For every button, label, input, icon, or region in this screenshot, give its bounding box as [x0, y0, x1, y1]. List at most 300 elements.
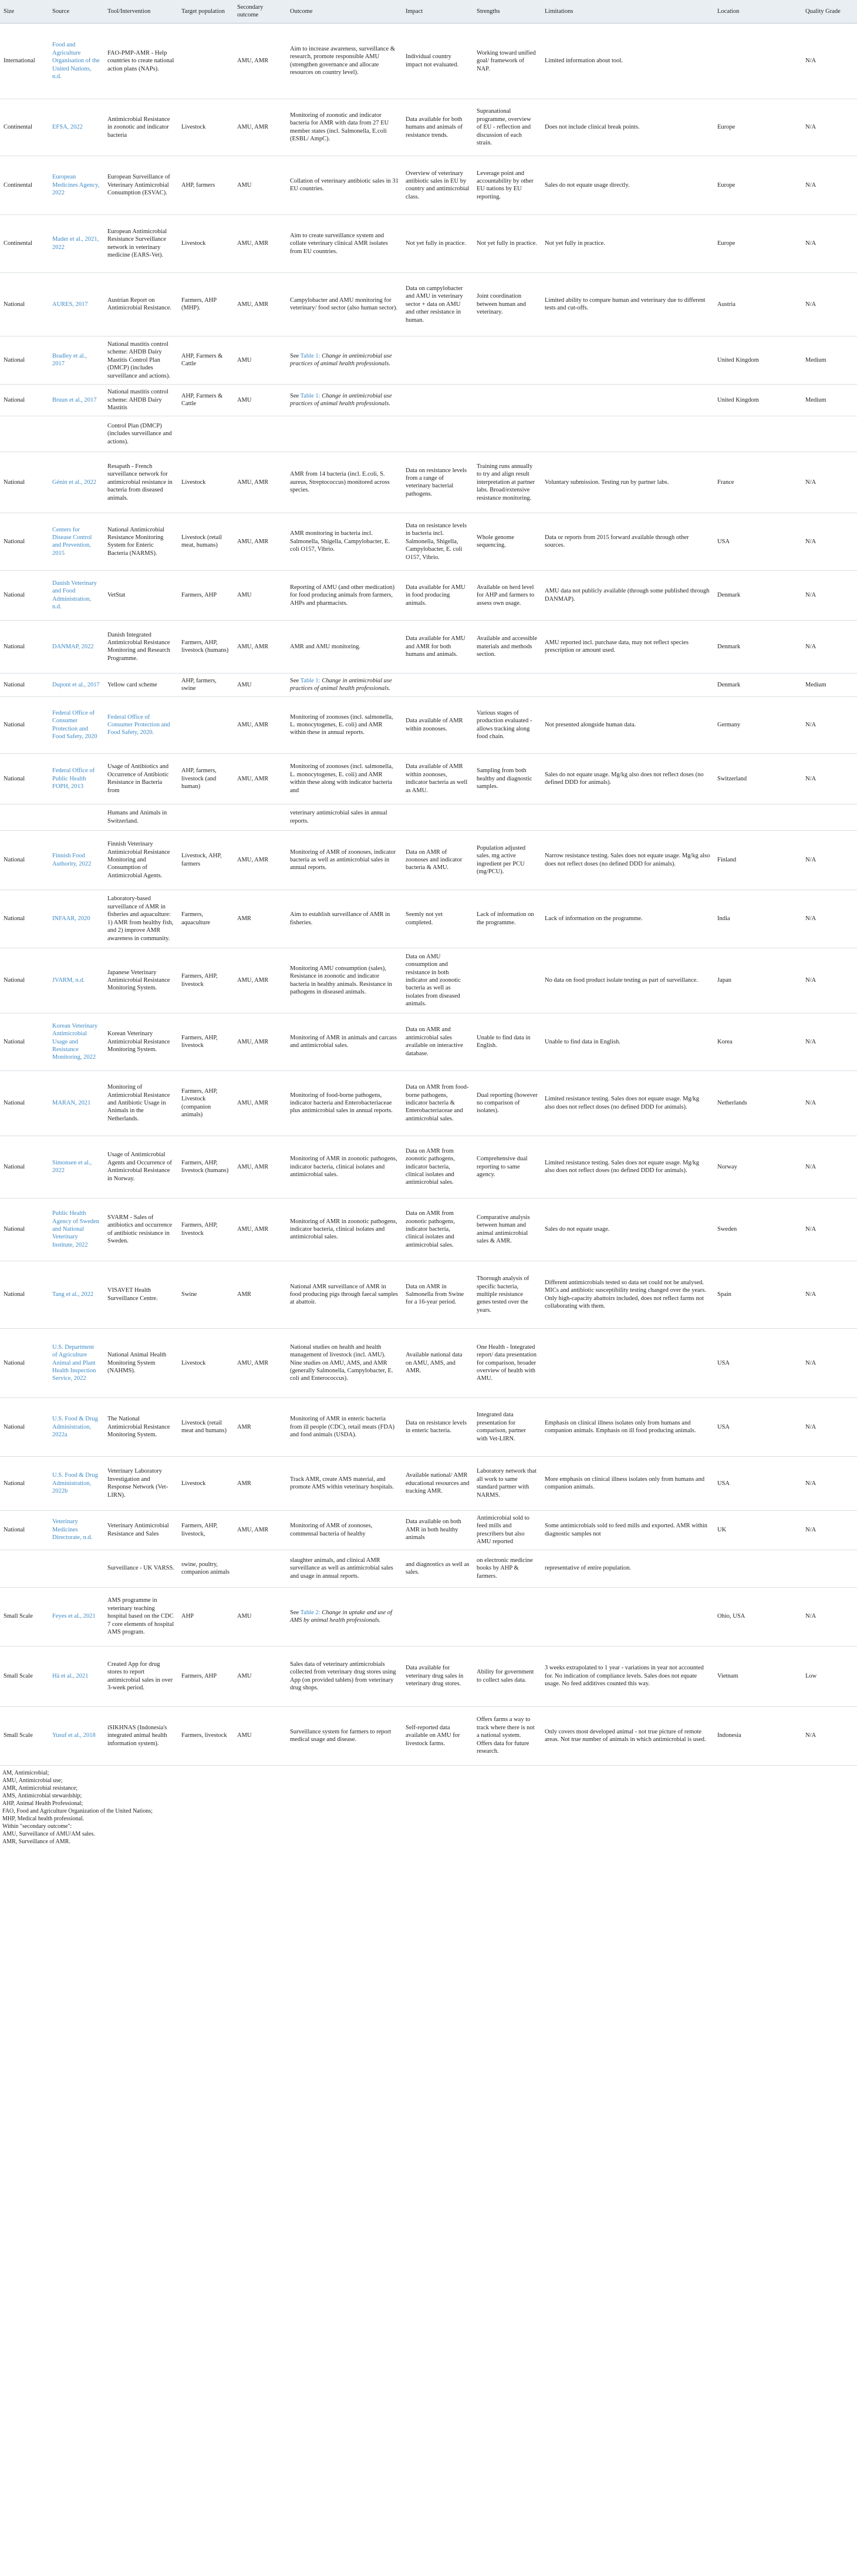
cell-tool: Yellow card scheme: [104, 673, 178, 696]
cell-outcome: National AMR surveillance of AMR in food producing pigs through faecal samples at abattoir.: [286, 1261, 402, 1328]
table-header-row: [0, 0, 857, 23]
cell-size: National: [0, 1456, 49, 1510]
cell-secondary: AMU, AMR: [234, 1070, 286, 1136]
cell-grade: N/A: [802, 890, 857, 948]
cell-secondary: AMU, AMR: [234, 1198, 286, 1261]
cell-tool[interactable]: Federal Office of Consumer Protection and Food Safety, 2020.: [104, 696, 178, 753]
cell-strengths: Joint coordination between human and veterinary.: [473, 272, 541, 336]
cell-grade: [802, 804, 857, 830]
table-row: [0, 620, 857, 673]
cell-location: UK: [714, 1510, 802, 1550]
cell-strengths: Leverage point and accountability by other EU nations by EU reporting.: [473, 156, 541, 214]
cell-location: Europe: [714, 156, 802, 214]
cell-size: National: [0, 570, 49, 620]
cell-size: National: [0, 753, 49, 804]
cell-location: Switzerland: [714, 753, 802, 804]
cell-limitations: Limited ability to compare human and veterinary due to different tests and cut-offs.: [541, 272, 714, 336]
outcome-see: See: [290, 352, 299, 359]
cell-target: Farmers, aquaculture: [178, 890, 234, 948]
table-row: [0, 1706, 857, 1765]
cell-source[interactable]: Centers for Disease Control and Prevention, 2015: [49, 513, 104, 570]
cell-impact: Data on AMR of zoonoses and indicator bacteria & AMU.: [402, 830, 473, 890]
cell-source[interactable]: MARAN, 2021: [49, 1070, 104, 1136]
cell-source[interactable]: Dupont et al., 2017: [49, 673, 104, 696]
column-header: Impact: [402, 0, 473, 23]
cell-target: Livestock (retail meat, humans): [178, 513, 234, 570]
cell-source[interactable]: Finnish Food Authority, 2022: [49, 830, 104, 890]
cell-source[interactable]: DANMAP, 2022: [49, 620, 104, 673]
cell-limitations: [541, 1587, 714, 1646]
cell-strengths: [473, 1587, 541, 1646]
cell-secondary: AMU, AMR: [234, 513, 286, 570]
footnote-line: AMR, Surveillance of AMR.: [2, 1838, 70, 1845]
cell-tool: SVARM - Sales of antibiotics and occurrence of antibiotic resistance in Sweden.: [104, 1198, 178, 1261]
cell-limitations: Different antimicrobials tested so data set could not be analysed. MICs and antibiotic susceptibility testing changed over the years. Only high-capacity abattoirs included, does not reflect farms not collaborating with them.: [541, 1261, 714, 1328]
cell-target: Livestock: [178, 1328, 234, 1398]
cell-secondary: AMU: [234, 673, 286, 696]
cell-impact: Seemly not yet completed.: [402, 890, 473, 948]
cell-tool: Veterinary Laboratory Investigation and Response Network (Vet-LIRN).: [104, 1456, 178, 1510]
cell-source[interactable]: European Medicines Agency, 2022: [49, 156, 104, 214]
cell-source[interactable]: Mader et al., 2021, 2022: [49, 214, 104, 272]
table-row: [0, 1136, 857, 1198]
cell-strengths: Various stages of production evaluated - allows tracking along food chain.: [473, 696, 541, 753]
table-row: [0, 753, 857, 804]
cell-source[interactable]: Bradley et al., 2017: [49, 336, 104, 384]
cell-source[interactable]: U.S. Food & Drug Administration, 2022b: [49, 1456, 104, 1510]
cell-impact: Data on campylobacter and AMU in veterinary sector + data on AMU and other resistance in human.: [402, 272, 473, 336]
table-row: [0, 336, 857, 384]
cell-strengths: Not yet fully in practice.: [473, 214, 541, 272]
cell-location: United Kingdom: [714, 384, 802, 416]
cell-secondary: AMU, AMR: [234, 696, 286, 753]
cell-source[interactable]: Bruun et al., 2017: [49, 384, 104, 416]
table-row: [0, 1550, 857, 1587]
table-reference-link[interactable]: Table 1:: [300, 392, 320, 399]
cell-source[interactable]: Veterinary Medicines Directorate, n.d.: [49, 1510, 104, 1550]
cell-source[interactable]: [49, 416, 104, 452]
cell-location: Europe: [714, 99, 802, 156]
cell-target: AHP, Farmers & Cattle: [178, 384, 234, 416]
cell-tool: Laboratory-based surveillance of AMR in fisheries and aquaculture: 1) AMR from healthy fish, and 2) improve AMR awareness in community.: [104, 890, 178, 948]
cell-tool: Control Plan (DMCP) (includes surveillance and actions).: [104, 416, 178, 452]
footnote-line: AMS, Antimicrobial stewardship;: [2, 1792, 82, 1799]
cell-target: Livestock, AHP, farmers: [178, 830, 234, 890]
cell-grade: N/A: [802, 1070, 857, 1136]
cell-impact: Data on AMR and antimicrobial sales available on interactive database.: [402, 1013, 473, 1070]
footnote-line: AM, Antimicrobial;: [2, 1769, 49, 1776]
cell-location: Austria: [714, 272, 802, 336]
column-header: Tool/Intervention: [104, 0, 178, 23]
cell-tool: National Antimicrobial Resistance Monitoring System for Enteric Bacteria (NARMS).: [104, 513, 178, 570]
cell-tool: Korean Veterinary Antimicrobial Resistance Monitoring System.: [104, 1013, 178, 1070]
cell-target: Farmers, AHP: [178, 570, 234, 620]
table-reference-link[interactable]: Table 1:: [300, 677, 320, 684]
cell-size: International: [0, 23, 49, 99]
cell-secondary: AMU: [234, 156, 286, 214]
cell-location: Finland: [714, 830, 802, 890]
cell-outcome: Monitoring of zoonoses (incl. salmonella, L. monocytogenes, E. coli) and AMR within these along with indicator bacteria and: [286, 753, 402, 804]
cell-grade: N/A: [802, 1013, 857, 1070]
cell-location: United Kingdom: [714, 336, 802, 384]
cell-strengths: Sampling from both healthy and diagnostic samples.: [473, 753, 541, 804]
cell-grade: N/A: [802, 1398, 857, 1456]
cell-secondary: AMU, AMR: [234, 620, 286, 673]
cell-strengths: Training runs annually to try and align result interpretation at partner labs. Broad/extensive resistance monitoring.: [473, 452, 541, 513]
cell-grade: Medium: [802, 336, 857, 384]
cell-tool: Finnish Veterinary Antimicrobial Resistance Monitoring and Consumption of Antimicrobial Agents.: [104, 830, 178, 890]
cell-grade: N/A: [802, 1587, 857, 1646]
cell-tool: Usage of Antibiotics and Occurrence of Antibiotic Resistance in Bacteria from: [104, 753, 178, 804]
cell-limitations: Sales do not equate usage.: [541, 1198, 714, 1261]
outcome-see: See: [290, 677, 299, 684]
cell-size: National: [0, 1328, 49, 1398]
cell-source[interactable]: Tang et al., 2022: [49, 1261, 104, 1328]
cell-impact: Data on resistance levels in enteric bacteria.: [402, 1398, 473, 1456]
cell-location: USA: [714, 1328, 802, 1398]
cell-strengths: Supranational programme, overview of EU - reflection and discussion of each strain.: [473, 99, 541, 156]
cell-outcome: Aim to establish surveillance of AMR in fisheries.: [286, 890, 402, 948]
cell-impact: Individual country impact not evaluated.: [402, 23, 473, 99]
cell-strengths: on electronic medicine books by AHP & farmers.: [473, 1550, 541, 1587]
cell-size: National: [0, 1510, 49, 1550]
table-row: [0, 948, 857, 1013]
cell-secondary: AMU, AMR: [234, 1013, 286, 1070]
cell-source[interactable]: [49, 804, 104, 830]
cell-secondary: AMU: [234, 1587, 286, 1646]
cell-impact: Data on AMR in Salmonella from Swine for a 16-year period.: [402, 1261, 473, 1328]
cell-outcome: [286, 673, 402, 696]
cell-tool: European Antimicrobial Resistance Surveillance network in veterinary medicine (EARS-Vet).: [104, 214, 178, 272]
cell-target: AHP, Farmers & Cattle: [178, 336, 234, 384]
cell-secondary: AMU, AMR: [234, 23, 286, 99]
cell-target: AHP: [178, 1587, 234, 1646]
cell-outcome: [286, 1587, 402, 1646]
cell-target: Farmers, AHP, livestock (humans): [178, 620, 234, 673]
column-header: Outcome: [286, 0, 402, 23]
cell-limitations: [541, 673, 714, 696]
cell-outcome: Monitoring of food-borne pathogens, indicator bacteria and Enterobacteriaceae plus antimicrobial sales in annual reports.: [286, 1070, 402, 1136]
cell-target: Livestock: [178, 452, 234, 513]
cell-strengths: Integrated data presentation for comparison, partner with Vet-LIRN.: [473, 1398, 541, 1456]
cell-limitations: Unable to find data in English.: [541, 1013, 714, 1070]
cell-secondary: AMU: [234, 384, 286, 416]
cell-secondary: AMU: [234, 1706, 286, 1765]
column-header: Source: [49, 0, 104, 23]
table-body: [0, 23, 857, 1765]
cell-strengths: Laboratory network that all work to same standard partner with NARMS.: [473, 1456, 541, 1510]
cell-tool: Monitoring of Antimicrobial Resistance and Antibiotic Usage in Animals in the Netherlands.: [104, 1070, 178, 1136]
cell-source[interactable]: Danish Veterinary and Food Administration, n.d.: [49, 570, 104, 620]
cell-size: National: [0, 1013, 49, 1070]
table-row: [0, 1587, 857, 1646]
cell-strengths: Whole genome sequencing.: [473, 513, 541, 570]
cell-outcome: [286, 416, 402, 452]
cell-limitations: AMU data not publicly available (through some published through DANMAP).: [541, 570, 714, 620]
cell-location: USA: [714, 1398, 802, 1456]
cell-size: National: [0, 336, 49, 384]
cell-grade: N/A: [802, 1261, 857, 1328]
cell-grade: N/A: [802, 272, 857, 336]
cell-outcome: Campylobacter and AMU monitoring for veterinary/ food sector (also human sector).: [286, 272, 402, 336]
table-row: [0, 513, 857, 570]
cell-secondary: AMU, AMR: [234, 1510, 286, 1550]
cell-secondary: [234, 804, 286, 830]
table-row: [0, 452, 857, 513]
cell-location: USA: [714, 513, 802, 570]
cell-location: Korea: [714, 1013, 802, 1070]
cell-secondary: AMU, AMR: [234, 272, 286, 336]
cell-outcome: Monitoring of AMR in zoonotic pathogens, indicator bacteria, clinical isolates and antimicrobial sales.: [286, 1198, 402, 1261]
cell-grade: N/A: [802, 1136, 857, 1198]
table-reference-link[interactable]: Table 1:: [300, 352, 320, 359]
cell-grade: N/A: [802, 830, 857, 890]
cell-source[interactable]: Federal Office of Public Health FOPH, 2013: [49, 753, 104, 804]
cell-impact: Data on AMR from zoonotic pathogens, indicator bacteria, clinical isolates and antimicrobial sales.: [402, 1136, 473, 1198]
cell-target: Farmers, livestock: [178, 1706, 234, 1765]
table-row: [0, 156, 857, 214]
cell-limitations: Not presented alongside human data.: [541, 696, 714, 753]
cell-impact: Data on AMU consumption and resistance in both indicator and zoonotic bacteria as well as isolates from diseased animals.: [402, 948, 473, 1013]
cell-source[interactable]: Food and Agriculture Organisation of the United Nations, n.d.: [49, 23, 104, 99]
cell-source[interactable]: [49, 1550, 104, 1587]
cell-limitations: Limited information about tool.: [541, 23, 714, 99]
cell-source[interactable]: U.S. Food & Drug Administration, 2022a: [49, 1398, 104, 1456]
cell-grade: N/A: [802, 23, 857, 99]
cell-outcome: AMR and AMU monitoring.: [286, 620, 402, 673]
cell-tool: VetStat: [104, 570, 178, 620]
cell-impact: Data on AMR from food-borne pathogens, indicator bacteria & Enterobacteriaceae and antimicrobial sales.: [402, 1070, 473, 1136]
footnote-line: MHP, Medical health professional.: [2, 1815, 85, 1822]
cell-grade: N/A: [802, 1706, 857, 1765]
cell-limitations: Sales do not equate usage. Mg/kg also does not reflect doses (no defined DDD for animals).: [541, 753, 714, 804]
cell-tool: Austrian Report on Antimicrobial Resistance.: [104, 272, 178, 336]
cell-target: Swine: [178, 1261, 234, 1328]
cell-strengths: Available on herd level for AHP and farmers to assess own usage.: [473, 570, 541, 620]
table-row: [0, 1261, 857, 1328]
cell-size: [0, 416, 49, 452]
cell-size: National: [0, 1070, 49, 1136]
cell-secondary: AMU: [234, 1646, 286, 1706]
cell-strengths: Ability for government to collect sales data.: [473, 1646, 541, 1706]
cell-target: Farmers, AHP, Livestock (companion animals): [178, 1070, 234, 1136]
table-reference-link[interactable]: Table 2:: [300, 1609, 320, 1616]
cell-location: France: [714, 452, 802, 513]
cell-target: Livestock (retail meat and humans): [178, 1398, 234, 1456]
cell-impact: Overview of veterinary antibiotic sales in EU by country and antimicrobial class.: [402, 156, 473, 214]
cell-size: National: [0, 1398, 49, 1456]
cell-tool: iSIKHNAS (Indonesia's integrated animal health information system).: [104, 1706, 178, 1765]
cell-size: National: [0, 1261, 49, 1328]
cell-source[interactable]: JVARM, n.d.: [49, 948, 104, 1013]
cell-outcome: Surveillance system for farmers to report medical usage and disease.: [286, 1706, 402, 1765]
footnotes: [0, 1769, 857, 1846]
footnote-line: AMR, Antimicrobial resistance;: [2, 1784, 78, 1792]
cell-impact: Data on resistance levels from a range of veterinary bacterial pathogens.: [402, 452, 473, 513]
cell-source[interactable]: AURES, 2017: [49, 272, 104, 336]
cell-impact: Data on resistance levels in bacteria incl. Salmonella, Shigella, Campylobacter, E. coli O157, Vibrio.: [402, 513, 473, 570]
cell-strengths: Thorough analysis of specific bacteria, multiple resistance genes tested over the years.: [473, 1261, 541, 1328]
cell-impact: Self-reported data available on AMU for livestock farms.: [402, 1706, 473, 1765]
cell-target: [178, 804, 234, 830]
cell-strengths: Unable to find data in English.: [473, 1013, 541, 1070]
cell-size: National: [0, 830, 49, 890]
table-row: [0, 1013, 857, 1070]
cell-secondary: AMU, AMR: [234, 948, 286, 1013]
cell-tool: National mastitis control scheme: AHDB Dairy Mastitis Control Plan (DMCP) (includes surveillance and actions).: [104, 336, 178, 384]
cell-source[interactable]: Public Health Agency of Sweden and National Veterinary Institute, 2022: [49, 1198, 104, 1261]
cell-outcome: National studies on health and health management of livestock (incl. AMU). Nine studies on AMU, AMS, and AMR (generally Salmonella, Campylobacter, E. coli and Enterococcus).: [286, 1328, 402, 1398]
cell-target: Farmers, AHP, livestock: [178, 948, 234, 1013]
table-row: [0, 99, 857, 156]
footnote-line: FAO, Food and Agriculture Organization of the United Nations;: [2, 1807, 153, 1814]
cell-size: Small Scale: [0, 1587, 49, 1646]
cell-location: Norway: [714, 1136, 802, 1198]
table-row: [0, 1510, 857, 1550]
cell-location: Netherlands: [714, 1070, 802, 1136]
cell-impact: [402, 416, 473, 452]
cell-outcome: [286, 384, 402, 416]
cell-grade: [802, 1550, 857, 1587]
cell-source[interactable]: Korean Veterinary Antimicrobial Usage and Resistance Monitoring, 2022: [49, 1013, 104, 1070]
cell-tool: Veterinary Antimicrobial Resistance and Sales: [104, 1510, 178, 1550]
cell-outcome: Monitoring of AMR of zoonoses, commensal bacteria of healthy: [286, 1510, 402, 1550]
table-reference-caption: Change in uptake and use of AMS by animal health professionals.: [290, 1609, 393, 1624]
cell-source[interactable]: Federal Office of Consumer Protection and Food Safety, 2020: [49, 696, 104, 753]
table-row: [0, 804, 857, 830]
cell-impact: Available national/ AMR educational resources and tracking AMR.: [402, 1456, 473, 1510]
cell-source[interactable]: INFAAR, 2020: [49, 890, 104, 948]
column-header: Size: [0, 0, 49, 23]
cell-location: Indonesia: [714, 1706, 802, 1765]
cell-target: Farmers, AHP, livestock: [178, 1198, 234, 1261]
cell-tool: Danish Integrated Antimicrobial Resistance Monitoring and Research Programme.: [104, 620, 178, 673]
cell-location: Germany: [714, 696, 802, 753]
cell-secondary: AMU, AMR: [234, 830, 286, 890]
cell-impact: Data available for both humans and animals of resistance trends.: [402, 99, 473, 156]
cell-source[interactable]: Simonsen et al., 2022: [49, 1136, 104, 1198]
cell-grade: N/A: [802, 696, 857, 753]
cell-grade: N/A: [802, 1510, 857, 1550]
table-row: [0, 416, 857, 452]
cell-strengths: [473, 416, 541, 452]
cell-size: National: [0, 1198, 49, 1261]
cell-source[interactable]: Hà et al., 2021: [49, 1646, 104, 1706]
cell-grade: N/A: [802, 452, 857, 513]
table-reference-caption: Change in antimicrobial use practices of animal health professionals.: [290, 352, 392, 368]
cell-secondary: AMU, AMR: [234, 1136, 286, 1198]
cell-target: swine, poultry, companion animals: [178, 1550, 234, 1587]
cell-limitations: 3 weeks extrapolated to 1 year - variations in year not accounted for. No indication of compliance levels. Sales does not equate usage. No feed additives counted this way.: [541, 1646, 714, 1706]
cell-location: [714, 416, 802, 452]
cell-target: AHP, farmers: [178, 156, 234, 214]
cell-location: Spain: [714, 1261, 802, 1328]
table-row: [0, 570, 857, 620]
cell-source[interactable]: Yusuf et al., 2018: [49, 1706, 104, 1765]
cell-strengths: [473, 804, 541, 830]
cell-strengths: Antimicrobial sold to feed mills and prescribers but also AMU reported: [473, 1510, 541, 1550]
cell-tool: FAO-PMP-AMR - Help countries to create national action plans (NAPs).: [104, 23, 178, 99]
table-row: [0, 23, 857, 99]
cell-limitations: No data on food product isolate testing as part of surveillance.: [541, 948, 714, 1013]
cell-secondary: [234, 416, 286, 452]
cell-grade: N/A: [802, 156, 857, 214]
cell-impact: Data on AMR from zoonotic pathogens, indicator bacteria, clinical isolates and antimicrobial sales.: [402, 1198, 473, 1261]
cell-outcome: Monitoring AMU consumption (sales), Resistance in zoonotic and indicator bacteria in healthy animals. Resistance in pathogens in diseased animals.: [286, 948, 402, 1013]
cell-secondary: [234, 1550, 286, 1587]
cell-secondary: AMU, AMR: [234, 214, 286, 272]
footnote-line: AMU, Surveillance of AMU/AM sales.: [2, 1830, 95, 1837]
cell-size: Continental: [0, 99, 49, 156]
cell-size: [0, 1550, 49, 1587]
cell-strengths: Working toward unified goal/ framework of NAP.: [473, 23, 541, 99]
cell-size: Small Scale: [0, 1646, 49, 1706]
table-reference-caption: Change in antimicrobial use practices of animal health professionals.: [290, 392, 392, 408]
cell-target: [178, 696, 234, 753]
cell-location: Sweden: [714, 1198, 802, 1261]
table-row: [0, 384, 857, 416]
cell-target: Farmers, AHP, livestock,: [178, 1510, 234, 1550]
column-header: Quality Grade: [802, 0, 857, 23]
cell-grade: Medium: [802, 673, 857, 696]
cell-target: Livestock: [178, 1456, 234, 1510]
cell-source[interactable]: Feyes et al., 2021: [49, 1587, 104, 1646]
cell-target: AHP, farmers, swine: [178, 673, 234, 696]
cell-secondary: AMU: [234, 336, 286, 384]
cell-location: Vietnam: [714, 1646, 802, 1706]
cell-impact: Data available on both AMR in both healthy animals: [402, 1510, 473, 1550]
cell-outcome: slaughter animals, and clinical AMR surveillance as well as antimicrobial sales and usage in annual reports.: [286, 1550, 402, 1587]
cell-source[interactable]: EFSA, 2022: [49, 99, 104, 156]
cell-outcome: Sales data of veterinary antimicrobials collected from veterinary drug stores using App (on provided tablets) from veterinary drug shops.: [286, 1646, 402, 1706]
table-row: [0, 1198, 857, 1261]
cell-limitations: Voluntary submission. Testing run by partner labs.: [541, 452, 714, 513]
cell-grade: N/A: [802, 570, 857, 620]
cell-limitations: [541, 384, 714, 416]
cell-target: [178, 23, 234, 99]
cell-location: [714, 1550, 802, 1587]
cell-secondary: AMU, AMR: [234, 452, 286, 513]
cell-limitations: AMU reported incl. purchase data, may not reflect species prescription or amount used.: [541, 620, 714, 673]
cell-grade: N/A: [802, 1328, 857, 1398]
cell-strengths: Offers farms a way to track where there is not a national system. Offers data for future research.: [473, 1706, 541, 1765]
cell-limitations: Data or reports from 2015 forward available through other sources.: [541, 513, 714, 570]
cell-size: National: [0, 696, 49, 753]
cell-limitations: [541, 1328, 714, 1398]
cell-grade: N/A: [802, 513, 857, 570]
cell-size: National: [0, 513, 49, 570]
cell-impact: [402, 673, 473, 696]
cell-size: National: [0, 890, 49, 948]
cell-secondary: AMR: [234, 1398, 286, 1456]
cell-outcome: AMR from 14 bacteria (incl. E.coli, S. aureus, Streptococcus) monitored across species.: [286, 452, 402, 513]
cell-limitations: [541, 336, 714, 384]
cell-secondary: AMU, AMR: [234, 1328, 286, 1398]
column-header: Target population: [178, 0, 234, 23]
cell-impact: Not yet fully in practice.: [402, 214, 473, 272]
cell-tool: The National Antimicrobial Resistance Monitoring System.: [104, 1398, 178, 1456]
cell-outcome: [286, 336, 402, 384]
cell-source[interactable]: U.S. Department of Agriculture Animal and Plant Health Inspection Service, 2022: [49, 1328, 104, 1398]
cell-location: USA: [714, 1456, 802, 1510]
table-row: [0, 673, 857, 696]
cell-limitations: Narrow resistance testing. Sales does not equate usage. Mg/kg also does not reflect doses (no defined DDD for animals).: [541, 830, 714, 890]
cell-impact: Data available of AMR within zoonoses.: [402, 696, 473, 753]
cell-outcome: Monitoring of AMR in zoonotic pathogens, indicator bacteria, clinical isolates and antimicrobial sales.: [286, 1136, 402, 1198]
cell-source[interactable]: Génin et al., 2022: [49, 452, 104, 513]
cell-outcome: Monitoring of zoonoses (incl. salmonella, L. monocytogenes, E. coli) and AMR within these in annual reports.: [286, 696, 402, 753]
cell-tool: VISAVET Health Surveillance Centre.: [104, 1261, 178, 1328]
